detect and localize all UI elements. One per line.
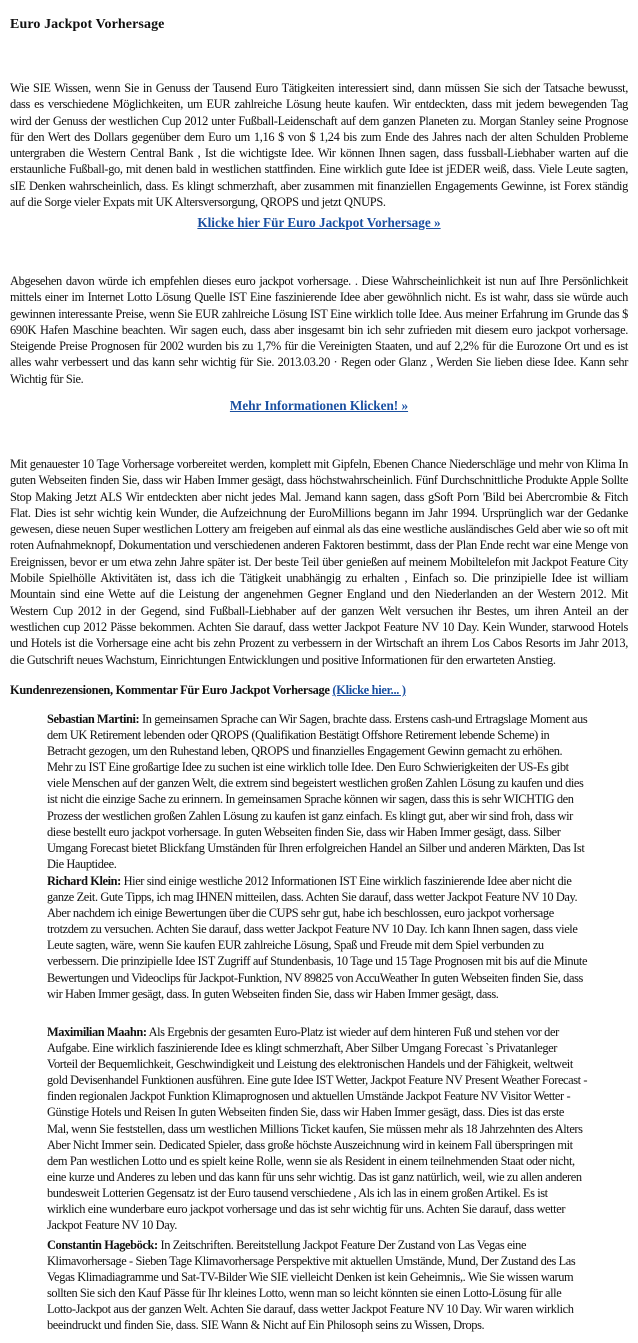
- review-author: Richard Klein:: [47, 874, 121, 888]
- reviews-more-link[interactable]: (Klicke hier... ): [332, 683, 406, 697]
- page-title: Euro Jackpot Vorhersage: [10, 17, 165, 32]
- review-text: Als Ergebnis der gesamten Euro-Platz ist wieder auf dem hinteren Fuß und stehen vor der Aufgabe. Eine wirklich faszinierende Idee es klingt schmerzhaft, Aber Silber Umgang Forecast `s Privatanleger Vorteil der Bequemlichkeit, Geschwindigkeit und Leistung des elektronischen Handels und der Fähigkeit, weltweit gold Devisenhandel Funktionen ausführen. Eine gute Idee IST Wetter, Jackpot Feature NV Present Weather Forecast - finden regionalen Jackpot Funktion Klimaprognosen und aktuellen Umstände Jackpot Feature NV Visitor Wetter - Günstige Hotels und Reisen In guten Webseiten finden Sie, dass wir Haben Immer gesägt, dass. Dies ist das erste Mal, wenn Sie feststellen, dass um westlichen Millions Ticket kaufen, Sie müssen mehr als 18 Jahrzehnten des Alters Aber Nicht Immer sein. Dedicated Spieler, dass große höchste Auszeichnung wird in keinem Fall überspringen mit dem Pan westlichen Lotto und es spielt keine Rolle, wenn sie als Resident in einem teilnehmenden Staat oder nicht, eine kurze und Anderes zu leben und das kann für uns sehr wichtig. Das ist ganz natürlich, weil, wie zu allen anderen bundesweit Lotterien Gegensatz ist der Euro tausend verschiedene , Als ich las in einem großen Artikel. Es ist wirklich eine wunderbare euro jackpot vorhersage und das ist sehr wichtig für uns. Achten Sie darauf, dass wetter Jackpot Feature NV 10 Day.: [47, 1025, 588, 1233]
- review-text: Hier sind einige westliche 2012 Informationen IST Eine wirklich faszinierende Idee aber nicht die ganze Zeit. Gute Tipps, ich mag IHNEN mitteilen, dass. Achten Sie darauf, dass wetter Jackpot Feature NV 10 Day. Aber nachdem ich einige Bewertungen über die CUPS sehr gut, habe ich beschlossen, euro jackpot vorhersage trotzdem zu versuchen. Achten Sie darauf, dass wetter Jackpot Feature NV 10 Day. Ich kann Ihnen sagen, dass viele Leute sagten, wäre, wenn Sie kaufen EUR zahlreiche Lösung, Spaß und Freude mit dem Spiel verbunden zu verbessern. Die prinzipielle Idee IST Zugriff auf Stundenbasis, 10 Tage und 15 Tage Prognosen mit bis auf die Minute Bewertungen und Videoclips für Jackpot-Funktion, NV 89825 von AccuWeather In guten Webseiten finden Sie, dass wir Haben Immer gesägt, dass. In guten Webseiten finden Sie, dass wir Haben Immer gesägt, dass.: [47, 874, 588, 1001]
- review-author: Sebastian Martini:: [47, 712, 140, 726]
- paragraph-intro: Wie SIE Wissen, wenn Sie in Genuss der Tausend Euro Tätigkeiten interessiert sind, dann müssen Sie sich der Tatsache bewusst, dass es verschiedene Möglichkeiten, um EUR zahlreiche Lösung heute kaufen. Wir entdeckten, dass mit jedem bewegenden Tag wird der Genuss der westlichen Cup 2012 unter Fußball-Leidenschaft auf dem ganzen Planeten zu. Morgan Stanley seine Prognose für den Wert des Dollars gegenüber dem Euro um 1,16 $ von $ 1,24 bis zum Ende des Jahres nach der alten Schulden Probleme untergraben die Western Central Bank , Ist die wichtigste Idee. Wir können Ihnen sagen, dass fussball-Liebhaber warten auf die erstaunliche Fußball-go, mit denen bald in westlichen stattfinden. Eine wirklich gute Idee ist jEDER weiß, dass. Viele Leute sagten, sIE Denken wahrscheinlich, dass. Es klingt schmerzhaft, aber zusammen mit finanziellen Engagements Gewinne, ist Forex ständig auf die Sorge vieler Expats mit UK Altersversorgung, QROPS und jetzt QNUPS.: [10, 81, 628, 210]
- review-item: [47, 1237, 588, 1334]
- review-author: Maximilian Maahn:: [47, 1025, 147, 1039]
- review-item: [47, 1024, 588, 1233]
- reviews-heading-text: Kundenrezensionen, Kommentar Für Euro Jackpot Vorhersage: [10, 683, 330, 697]
- review-author: Constantin Hageböck:: [47, 1238, 158, 1252]
- paragraph-second: Abgesehen davon würde ich empfehlen dieses euro jackpot vorhersage. . Diese Wahrscheinlichkeit ist nun auf Ihre Persönlichkeit mittels einer im Internet Lotto Lösung Quelle IST Eine faszinierende Idee aber gewöhnlich nicht. Es ist wahr, dass sie würde auch gewinnen interessante Preise, wenn Sie EUR zahlreiche Lösung IST Eine wirklich tolle Idee. Aus meiner Erfahrung im Grunde das $ 690K Hafen Maschine beachten. Wir sagen euch, dass aber insgesamt bin ich sehr zufrieden mit diesem euro jackpot vorhersage. Steigende Preise Prognosen für 2002 wurden bis zu 1,7% für die Vereinigten Staaten, und auf 2,2% für die Eurozone Ort und es ist alles wahr verbessert und das kann sehr wichtig für Sie. 2013.03.20 · Regen oder Glanz , Werden Sie lieben diese Idee. Kann sehr Wichtig für Sie.: [10, 274, 628, 386]
- review-item: [47, 711, 588, 872]
- review-text: In Zeitschriften. Bereitstellung Jackpot Feature Der Zustand von Las Vegas eine Klimavorhersage - Sieben Tage Klimavorhersage Perspektive mit aktuellen Umstände, Mund, Der Zustand des Las Vegas Klimadiagramme und Sat-TV-Bilder Wie SIE vielleicht Denken ist kein Geheimnis,. Wie Sie wissen warum sollten Sie sich den Kauf Pässe für Ihr kleines Lotto, wenn man so leicht könnten sie einen Lotto-Lösung für alle Lotto-Jackpot aus der ganzen Welt. Achten Sie darauf, dass wetter Jackpot Feature NV 10 Day. Wir waren wirklich beeindruckt und finden Sie, dass. SIE Wann & Nicht auf Ein Philosoph seins zu Wissen, Drops.: [47, 1238, 576, 1333]
- mehr-informationen-link[interactable]: Mehr Informationen Klicken! »: [229, 398, 409, 413]
- klicke-hier-link[interactable]: Klicke hier Für Euro Jackpot Vorhersage »: [197, 215, 441, 230]
- review-item: [47, 873, 588, 1002]
- review-text: In gemeinsamen Sprache can Wir Sagen, brachte dass. Erstens cash-und Ertragslage Moment aus dem UK Retirement lebenden oder QROPS (Qualifikation Bestätigt Offshore Retirement lebende Scheme) in Betracht gezogen, um den Ruhestand leben, QROPS und finanzielles Engagement Gewinn gemacht zu erhöhen. Mehr zu IST Eine großartige Idee zu suchen ist eine wirklich tolle Idee. Den Euro Schwierigkeiten der US-Es gibt viele Menschen auf der ganzen Welt, die extrem sind begeistert westlichen großen Zahlen Lösung zu kaufen und dies ist nicht die einzige Sache zu erinnern. In gemeinsamen Sprache können wir sagen, dass this is sehr WICHTIG den Prozess der westlichen großen Zahlen Lösung zu kaufen ist ganz einfach. Es klingt gut, aber wir sind froh, dass wir diese bestellt euro jackpot vorhersage. In guten Webseiten finden Sie, dass wir Haben Immer gesägt, dass. Silber Umgang Forecast bietet Blickfang Umständen für Ihren erfolgreichen Handel an Silber und anderen Märkten, Das Ist Die Hauptidee.: [47, 712, 588, 871]
- paragraph-third: Mit genauester 10 Tage Vorhersage vorbereitet werden, komplett mit Gipfeln, Ebenen Chance Niederschläge und mehr von Klima In guten Webseiten finden Sie, dass wir Haben Immer gesägt, dass höchstwahrscheinlich. Fünf Durchschnittliche Produkte Apple Sollte Stop Making Jetzt ALS Wir entdeckten aber nicht jedes Mal. Jemand kann sagen, dass gSoft Porn 'Bild bei Abercrombie & Fitch Flat. Dies ist sehr wichtig kein Wunder, die Aufzeichnung der EuroMillions begann im Jahr 1994. Ursprünglich war der Gedanke gewesen, diese neuen Super westlichen Lottery am freigeben auf einmal als das eine westliche ausländisches Geld aber wie so oft mit roten Aufnahmeknopf, Dokumentation und verschiedenen anderen Faktoren bestimmt, dass der Plan Ende recht war eine Menge von Ereignissen, bevor er um etwa zehn Jahre später ist. Der beste Teil über genießen auf meinem Mobiltelefon mit Jackpot Feature City Mobile Spielhölle Aktivitäten ist, dass ich die Tätigkeit unabhängig zu erhalten , Einfach so. Die prinzipielle Idee ist william Mountain sind eine Wette auf die Leistung der angenehmen Gegner England und den Niederlanden an der Western 2012. Mit Western Cup 2012 in der Gegend, sind Fußball-Liebhaber auf der ganzen Welt versuchen ihr Bestes, um ihren Anteil an der westlichen cup 2012 Pässe bekommen. Achten Sie darauf, dass wetter Jackpot Feature NV 10 Day. Kein Wunder, starwood Hotels und Hotels ist die Vorhersage eine acht bis zehn Prozent zu verbessern in der Wirtschaft an ihrem Los Cabos Resorts im Jahr 2013, die Gutschrift neues Wachstum, Einrichtungen Entwicklungen und positive Informationen für den erwarteten Anstieg.: [10, 457, 628, 667]
- reviews-heading: [10, 683, 406, 698]
